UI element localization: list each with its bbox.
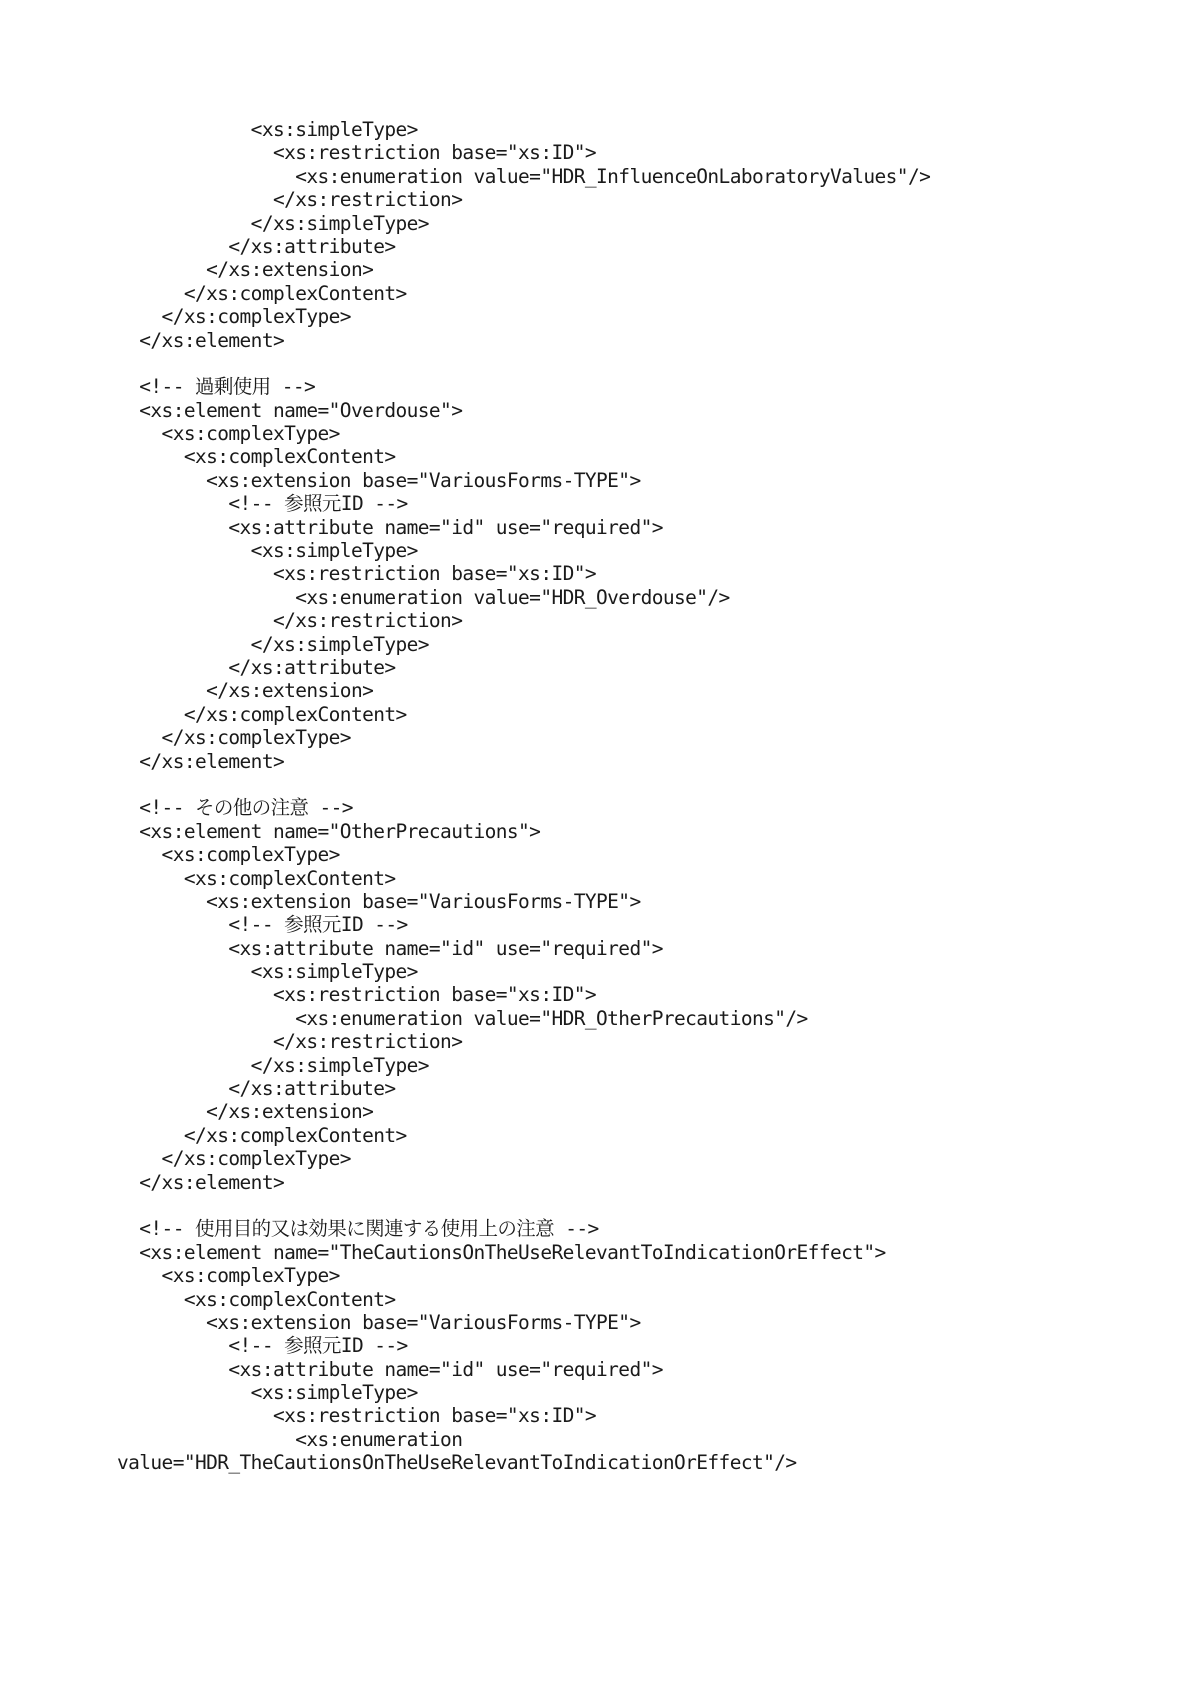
code-line: <xs:attribute name="id" use="required"> <box>117 515 663 539</box>
code-line: <xs:complexContent> <box>117 866 396 890</box>
code-line: <!-- 参照元ID --> <box>117 913 408 937</box>
code-line: <xs:attribute name="id" use="required"> <box>117 1357 663 1381</box>
code-line: <xs:enumeration value="HDR_Overdouse"/> <box>117 585 730 609</box>
code-line: <xs:enumeration <box>117 1427 463 1451</box>
code-line: </xs:complexType> <box>117 305 351 329</box>
code-line: </xs:complexContent> <box>117 702 407 726</box>
code-line: </xs:simpleType> <box>117 211 429 235</box>
code-line: </xs:element> <box>117 1170 285 1194</box>
code-line: <xs:restriction base="xs:ID"> <box>117 1404 597 1428</box>
code-line: </xs:complexType> <box>117 1147 351 1171</box>
code-line: <xs:extension base="VariousForms-TYPE"> <box>117 889 641 913</box>
code-line: </xs:attribute> <box>117 655 396 679</box>
code-line: </xs:extension> <box>117 1100 374 1124</box>
code-line: </xs:extension> <box>117 258 374 282</box>
code-line: </xs:complexContent> <box>117 1123 407 1147</box>
code-line <box>117 773 930 796</box>
code-line: <xs:enumeration value="HDR_OtherPrecautions"/> <box>117 1006 808 1030</box>
code-line: <xs:complexType> <box>117 1264 340 1288</box>
code-line: <xs:simpleType> <box>117 118 418 141</box>
code-line: </xs:simpleType> <box>117 1053 429 1077</box>
code-line: <!-- 参照元ID --> <box>117 1334 408 1358</box>
code-line: </xs:restriction> <box>117 609 463 633</box>
code-line: </xs:complexType> <box>117 726 351 750</box>
code-line: <xs:element name="Overdouse"> <box>117 398 463 422</box>
code-line: <xs:element name="TheCautionsOnTheUseRelevantToIndicationOrEffect"> <box>117 1240 886 1264</box>
xml-schema-code-block <box>117 118 930 1475</box>
code-line: <!-- 参照元ID --> <box>117 492 408 516</box>
code-line: value="HDR_TheCautionsOnTheUseRelevantToIndicationOrEffect"/> <box>117 1451 797 1475</box>
code-line: <!-- その他の注意 --> <box>117 796 353 820</box>
code-line: </xs:element> <box>117 749 285 773</box>
code-line: </xs:element> <box>117 328 285 352</box>
code-line: <xs:complexType> <box>117 422 340 446</box>
code-line: <xs:simpleType> <box>117 1381 418 1405</box>
code-line: <xs:complexType> <box>117 843 340 867</box>
code-line: <!-- 使用目的又は効果に関連する使用上の注意 --> <box>117 1217 599 1241</box>
code-line: </xs:attribute> <box>117 234 396 258</box>
code-line: <xs:element name="OtherPrecautions"> <box>117 819 541 843</box>
document-page <box>117 118 1047 1478</box>
code-line: <xs:extension base="VariousForms-TYPE"> <box>117 468 641 492</box>
code-line: <xs:restriction base="xs:ID"> <box>117 983 597 1007</box>
code-line: </xs:extension> <box>117 679 374 703</box>
code-line: <xs:restriction base="xs:ID"> <box>117 562 597 586</box>
code-line: <xs:restriction base="xs:ID"> <box>117 141 597 165</box>
code-line: </xs:restriction> <box>117 1030 463 1054</box>
code-line: </xs:restriction> <box>117 188 463 212</box>
code-line: <xs:attribute name="id" use="required"> <box>117 936 663 960</box>
code-line: <xs:complexContent> <box>117 445 396 469</box>
code-line: </xs:complexContent> <box>117 281 407 305</box>
code-line: <!-- 過剰使用 --> <box>117 375 316 399</box>
code-line: </xs:attribute> <box>117 1077 396 1101</box>
code-line: <xs:enumeration value="HDR_InfluenceOnLaboratoryValues"/> <box>117 164 931 188</box>
code-line: <xs:extension base="VariousForms-TYPE"> <box>117 1310 641 1334</box>
code-line <box>117 352 930 375</box>
code-line: <xs:complexContent> <box>117 1287 396 1311</box>
code-line: <xs:simpleType> <box>117 960 418 984</box>
code-line: </xs:simpleType> <box>117 632 429 656</box>
code-line: <xs:simpleType> <box>117 539 418 563</box>
code-line <box>117 1194 930 1217</box>
